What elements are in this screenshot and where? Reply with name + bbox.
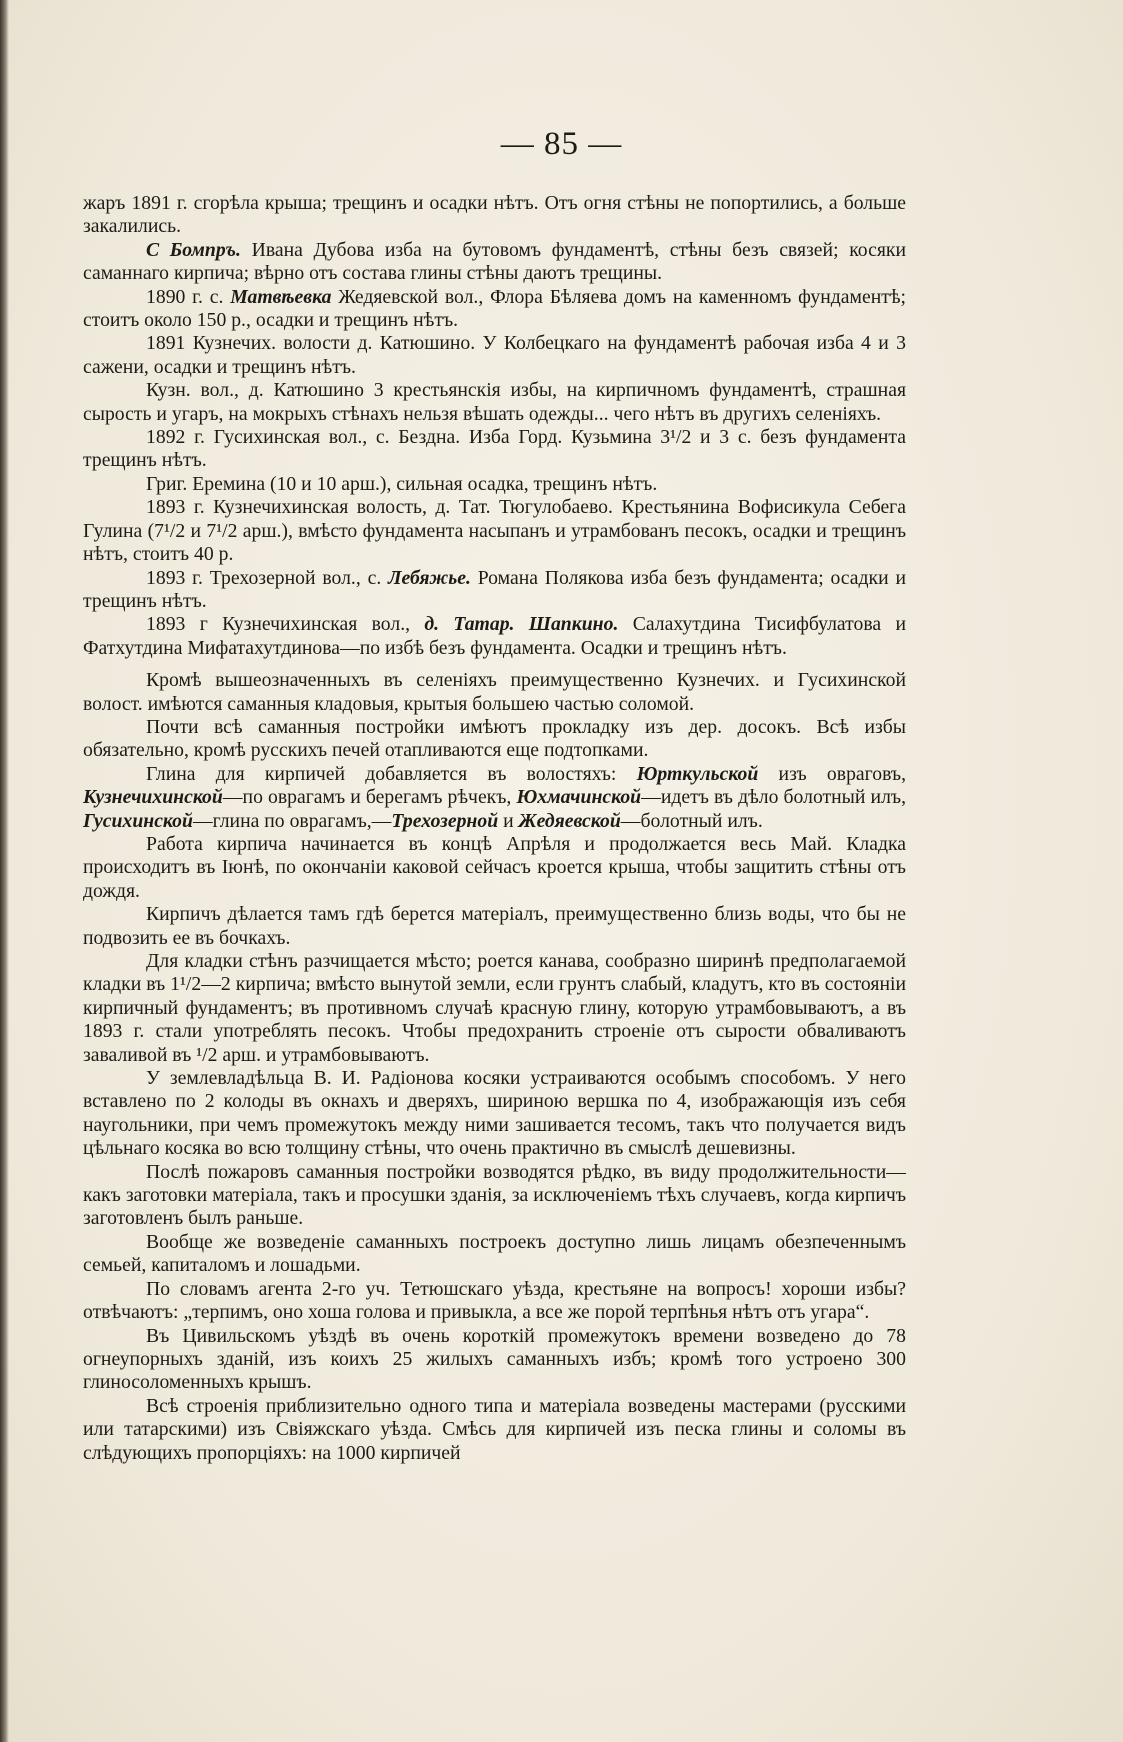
- italic-place-name: Жедяевской: [518, 809, 621, 832]
- italic-place-name: Трехозерной: [391, 809, 499, 832]
- paragraph: [83, 716, 906, 763]
- paragraph: [83, 903, 906, 950]
- text-run: У землевладѣльца В. И. Радіонова косяки устраиваются особымъ способомъ. У него вставлено по 2 колоды въ окнахъ и дверяхъ, шириною вершка по 4, изображающія изъ себя наугольники, при чемъ промежутокъ между ними зашивается тесомъ, такъ что получается видъ цѣльнаго косяка во всю толщину стѣны, что очень практично въ смыслѣ дешевизны.: [83, 1067, 906, 1160]
- text-run: Почти всѣ саманныя постройки имѣютъ прокладку изъ дер. досокъ. Всѣ избы обязательно, кромѣ русскихъ печей отапливаются еще подтопками.: [83, 715, 906, 762]
- paragraph: [83, 192, 906, 239]
- paragraph: [83, 833, 906, 903]
- paragraph: [83, 239, 906, 286]
- paragraph: [83, 1395, 906, 1465]
- italic-place-name: С Бомпръ.: [146, 238, 241, 261]
- italic-place-name: Гусихинской: [83, 809, 193, 832]
- paragraph: [83, 567, 906, 614]
- italic-place-name: д. Татар. Шапкино.: [424, 613, 619, 636]
- paragraph: [83, 1278, 906, 1325]
- text-run: —глина по оврагамъ,—: [192, 809, 392, 832]
- text-run: Романа Полякова изба безъ фундамента; осадки и трещинъ нѣтъ.: [83, 566, 906, 612]
- text-run: 1890 г. с.: [146, 285, 231, 308]
- paragraph: [83, 286, 906, 333]
- paragraph: [83, 950, 906, 1067]
- text-run: 1893 г. Трехозерной вол., с.: [146, 566, 389, 589]
- paragraph: [83, 763, 906, 833]
- text-run: 1892 г. Гусихинская вол., с. Бездна. Изба Горд. Кузьмина 3¹/2 и 3 с. безъ фундамента трещинъ нѣтъ.: [83, 426, 906, 472]
- text-run: 1893 г. Кузнечихинская волость, д. Тат. Тюгулобаево. Крестьянина Вофисикула Себега Гулина (7¹/2 и 7¹/2 арш.), вмѣсто фундамента насыпанъ и утрамбованъ песокъ, осадки и трещинъ нѣтъ, стоитъ 40 р.: [83, 496, 906, 566]
- paragraph: [83, 1161, 906, 1231]
- paragraph: [83, 379, 906, 426]
- text-run: Вообще же возведеніе саманныхъ построекъ доступно лишь лицамъ обезпеченнымъ семьей, капиталомъ и лошадьми.: [83, 1230, 906, 1277]
- paragraph: [83, 473, 906, 496]
- page-number: — 85 —: [500, 126, 623, 162]
- text-run: Кромѣ вышеозначенныхъ въ селеніяхъ преимущественно Кузнечих. и Гусихинской волост. имѣются саманныя кладовыя, крытыя большею частью соломой.: [83, 669, 906, 715]
- paragraph: [83, 1067, 906, 1161]
- text-run: —идетъ въ дѣло болотный илъ,: [641, 786, 906, 809]
- text-run: Григ. Еремина (10 и 10 арш.), сильная осадка, трещинъ нѣтъ.: [146, 472, 658, 495]
- body-text: [83, 192, 906, 1465]
- text-run: Всѣ строенія приблизительно одного типа и матеріала возведены мастерами (русскими или татарскими) изъ Свіяжскаго уѣзда. Смѣсь для кирпичей изъ песка глины и соломы въ слѣдующихъ пропорціяхъ: на 1000 кирпичей: [83, 1394, 906, 1464]
- text-run: Для кладки стѣнъ разчищается мѣсто; роется канава, сообразно ширинѣ предполагаемой кладки въ 1¹/2—2 кирпича; вмѣсто вынутой земли, если грунтъ слабый, кладутъ, кто въ состояніи кирпичный фундаментъ; въ противномъ случаѣ красную глину, которую утрамбовываютъ, а въ 1893 г. стали употреблять песокъ. Чтобы предохранить строеніе отъ сырости обваливаютъ заваливой въ ¹/2 арш. и утрамбовываютъ.: [83, 950, 906, 1066]
- text-run: По словамъ агента 2-го уч. Тетюшскаго уѣзда, крестьяне на вопросъ! хороши избы? отвѣчаютъ: „терпимъ, оно хоша голова и привыкла, а все же порой терпѣнья нѣтъ отъ угара“.: [83, 1277, 906, 1324]
- italic-place-name: Юхмачинской: [516, 786, 642, 809]
- text-run: 1891 Кузнечих. волости д. Катюшино. У Колбецкаго на фундаментѣ рабочая изба 4 и 3 сажени, осадки и трещинъ нѣтъ.: [83, 332, 906, 378]
- paragraph: [83, 1325, 906, 1395]
- italic-place-name: Юрткульской: [636, 762, 759, 785]
- paragraph: [83, 613, 906, 660]
- italic-place-name: Кузнечихинской: [83, 786, 223, 809]
- page-binding-edge: [0, 0, 9, 1742]
- italic-place-name: Лебяжье.: [388, 566, 471, 589]
- text-run: Ивана Дубова изба на бутовомъ фундаментѣ, стѣны безъ связей; косяки саманнаго кирпича; вѣрно отъ состава глины стѣны даютъ трещины.: [83, 238, 906, 285]
- text-run: 1893 г Кузнечихинская вол.,: [146, 613, 425, 636]
- paragraph: [83, 669, 906, 716]
- text-run: Кузн. вол., д. Катюшино 3 крестьянскія избы, на кирпичномъ фундаментѣ, страшная сырость и угаръ, на мокрыхъ стѣнахъ нельзя вѣшать одежды... чего нѣтъ въ другихъ селеніяхъ.: [83, 379, 906, 425]
- text-run: Жедяевской вол., Флора Бѣляева домъ на каменномъ фундаментѣ; стоитъ около 150 р., осадки и трещинъ нѣтъ.: [83, 285, 907, 332]
- text-run: Послѣ пожаровъ саманныя постройки возводятся рѣдко, въ виду продолжительности—какъ заготовки матеріала, такъ и просушки зданія, за исключеніемъ тѣхъ случаевъ, когда кирпичъ заготовленъ былъ раньше.: [83, 1160, 906, 1230]
- italic-place-name: Матвѣевка: [230, 285, 332, 308]
- text-run: Кирпичъ дѣлается тамъ гдѣ берется матеріалъ, преимущественно близь воды, что бы не подвозить ее въ бочкахъ.: [83, 903, 906, 949]
- paragraph: [83, 426, 906, 473]
- text-run: жаръ 1891 г. сгорѣла крыша; трещинъ и осадки нѣтъ. Отъ огня стѣны не попортились, а больше закалились.: [83, 192, 906, 238]
- text-run: Салахутдина Тисифбулатова и Фатхутдина Мифатахутдинова—по избѣ безъ фундамента. Осадки и трещинъ нѣтъ.: [83, 613, 906, 659]
- text-run: Работа кирпича начинается въ концѣ Апрѣля и продолжается весь Май. Кладка происходитъ въ Іюнѣ, по окончаніи каковой сейчасъ кроется крыша, чтобы защитить стѣны отъ дождя.: [83, 832, 906, 902]
- text-run: и: [498, 809, 519, 832]
- text-run: изъ овраговъ,: [758, 762, 906, 785]
- text-run: —болотный илъ.: [620, 809, 763, 832]
- text-run: Глина для кирпичей добавляется въ волостяхъ:: [146, 762, 637, 785]
- paragraph: [83, 1231, 906, 1278]
- paragraph: [83, 496, 906, 566]
- text-run: Въ Цивильскомъ уѣздѣ въ очень короткій промежутокъ времени возведено до 78 огнеупорныхъ зданій, изъ коихъ 25 жилыхъ саманныхъ избъ; кромѣ того устроено 300 глиносоломенныхъ крышъ.: [83, 1324, 906, 1394]
- paragraph: [83, 332, 906, 379]
- text-run: —по оврагамъ и берегамъ рѣчекъ,: [222, 786, 517, 809]
